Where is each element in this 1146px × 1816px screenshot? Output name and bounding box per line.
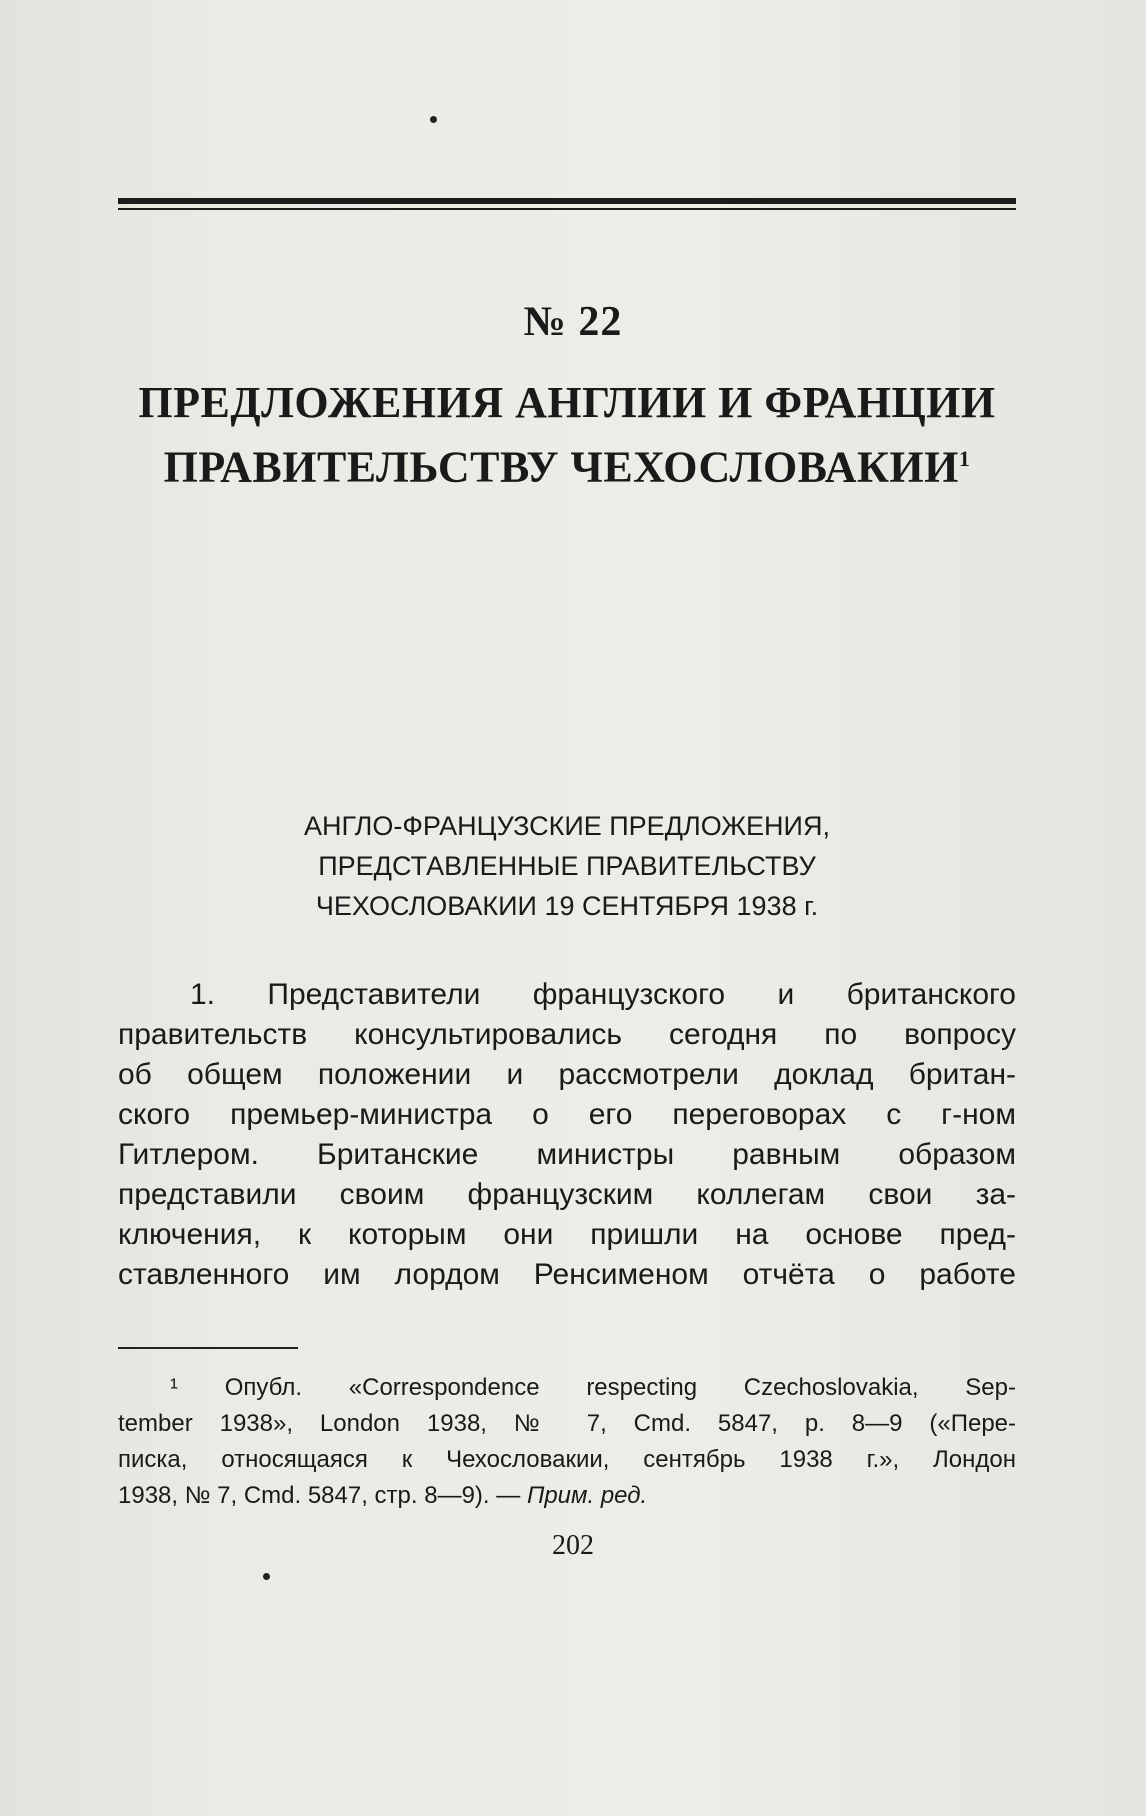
decorative-dot — [430, 116, 437, 123]
editor-note: Прим. ред. — [526, 1482, 648, 1509]
body-line: Гитлером. Британские министры равным образом — [118, 1138, 1016, 1171]
body-line: 1. Представители французского и британского — [190, 978, 1016, 1011]
subtitle-line-3: ЧЕХОСЛОВАКИИ 19 СЕНТЯБРЯ 1938 г. — [315, 891, 819, 921]
body-line: об общем положении и рассмотрели доклад британ- — [118, 1058, 1016, 1091]
page-number: 202 — [552, 1530, 594, 1561]
subtitle-line-1: АНГЛО-ФРАНЦУЗСКИЕ ПРЕДЛОЖЕНИЯ, — [304, 811, 830, 841]
body-line: ставленного им лордом Ренсименом отчёта о работе — [118, 1258, 1016, 1291]
body-line: ского премьер-министра о его переговорах с г-ном — [118, 1098, 1016, 1131]
body-line: правительств консультировались сегодня по вопросу — [118, 1018, 1016, 1051]
body-paragraph — [118, 975, 1016, 1295]
footnote — [118, 1370, 1016, 1514]
top-rule-thin — [118, 208, 1016, 210]
document-title — [118, 375, 1016, 496]
footnote-line-text: 1938, № 7, Cmd. 5847, стр. 8—9). — — [118, 1482, 527, 1509]
footnote-line: tember 1938», London 1938, № 7, Cmd. 5847, p. 8—9 («Пере- — [118, 1410, 1016, 1437]
footnote-line: писка, относящаяся к Чехословакии, сентябрь 1938 г.», Лондон — [118, 1446, 1016, 1473]
footnote-line-last — [118, 1478, 1016, 1514]
subtitle-line-2: ПРЕДСТАВЛЕННЫЕ ПРАВИТЕЛЬСТВУ — [318, 851, 816, 881]
top-rule — [118, 198, 1016, 204]
title-line-2-text: ПРАВИТЕЛЬСТВУ ЧЕХОСЛОВАКИИ — [163, 442, 959, 492]
body-line: представили своим французским коллегам свои за- — [118, 1178, 1016, 1211]
body-line: ключения, к которым они пришли на основе пред- — [118, 1218, 1016, 1251]
footnote-mark: 1 — [958, 446, 971, 471]
footnote-line: ¹ Опубл. «Correspondence respecting Czechoslovakia, Sep- — [170, 1374, 1016, 1401]
decorative-dot — [263, 1573, 270, 1580]
title-line-2 — [118, 431, 1016, 496]
document-subtitle — [118, 806, 1016, 926]
document-number: № 22 — [523, 299, 623, 345]
footnote-divider — [118, 1347, 298, 1349]
title-line-1: ПРЕДЛОЖЕНИЯ АНГЛИИ И ФРАНЦИИ — [138, 378, 996, 427]
